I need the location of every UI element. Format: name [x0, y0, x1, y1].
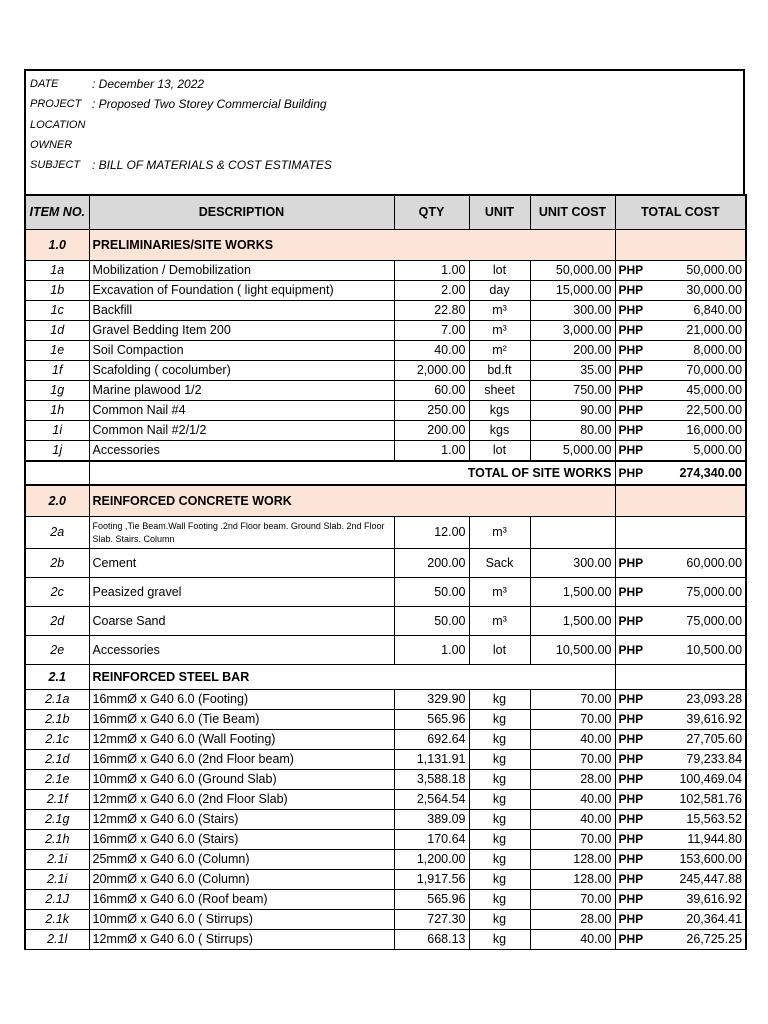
table-row — [25, 361, 746, 381]
item-no: 2.1a — [25, 690, 89, 710]
col-qty: QTY — [394, 195, 469, 230]
item-qty: 1,917.56 — [394, 870, 469, 890]
item-unit: kg — [469, 690, 530, 710]
table-row — [25, 607, 746, 636]
table-row — [25, 321, 746, 341]
item-total-cost: 27,705.60 — [653, 730, 746, 750]
item-description: 25mmØ x G40 6.0 (Column) — [89, 850, 394, 870]
item-total-cost: 153,600.00 — [653, 850, 746, 870]
item-no: 1h — [25, 401, 89, 421]
item-unit-cost: 40.00 — [530, 810, 615, 830]
item-unit: kg — [469, 770, 530, 790]
item-description: 12mmØ x G40 6.0 ( Stirrups) — [89, 930, 394, 950]
item-no: 2.1J — [25, 890, 89, 910]
item-description: 16mmØ x G40 6.0 (Footing) — [89, 690, 394, 710]
item-unit-cost: 10,500.00 — [530, 636, 615, 665]
item-unit: kg — [469, 790, 530, 810]
item-total-cost: 70,000.00 — [653, 361, 746, 381]
item-total-cost: 100,469.04 — [653, 770, 746, 790]
item-description: Accessories — [89, 441, 394, 462]
item-unit-cost: 70.00 — [530, 890, 615, 910]
table-row — [25, 890, 746, 910]
item-unit-cost: 300.00 — [530, 549, 615, 578]
item-unit: sheet — [469, 381, 530, 401]
item-total-cost: 5,000.00 — [653, 441, 746, 462]
item-qty: 1,200.00 — [394, 850, 469, 870]
subtotal-blank-item — [25, 461, 89, 485]
item-currency: PHP — [615, 401, 653, 421]
item-unit-cost: 35.00 — [530, 361, 615, 381]
item-total-cost: 75,000.00 — [653, 578, 746, 607]
col-unit-cost: UNIT COST — [530, 195, 615, 230]
subject-label: SUBJECT — [30, 159, 81, 171]
item-no: 2c — [25, 578, 89, 607]
item-unit: day — [469, 281, 530, 301]
item-qty: 250.00 — [394, 401, 469, 421]
col-description: DESCRIPTION — [89, 195, 394, 230]
item-unit-cost: 300.00 — [530, 301, 615, 321]
section-title: REINFORCED CONCRETE WORK — [89, 485, 615, 517]
item-currency: PHP — [615, 790, 653, 810]
item-total-cost: 20,364.41 — [653, 910, 746, 930]
item-unit-cost: 5,000.00 — [530, 441, 615, 462]
item-qty: 40.00 — [394, 341, 469, 361]
item-total-cost: 245,447.88 — [653, 870, 746, 890]
table-row — [25, 421, 746, 441]
item-unit-cost: 80.00 — [530, 421, 615, 441]
item-description: Backfill — [89, 301, 394, 321]
item-unit-cost: 28.00 — [530, 770, 615, 790]
item-unit-cost: 1,500.00 — [530, 607, 615, 636]
item-qty: 60.00 — [394, 381, 469, 401]
item-total-cost: 39,616.92 — [653, 890, 746, 910]
item-currency: PHP — [615, 636, 653, 665]
item-currency: PHP — [615, 578, 653, 607]
item-total-cost — [653, 517, 746, 549]
item-unit-cost: 3,000.00 — [530, 321, 615, 341]
item-total-cost: 30,000.00 — [653, 281, 746, 301]
table-row — [25, 710, 746, 730]
item-unit-cost: 15,000.00 — [530, 281, 615, 301]
item-description: 16mmØ x G40 6.0 (Roof beam) — [89, 890, 394, 910]
item-currency: PHP — [615, 710, 653, 730]
item-currency: PHP — [615, 421, 653, 441]
item-no: 2.1e — [25, 770, 89, 790]
item-description: 16mmØ x G40 6.0 (Tie Beam) — [89, 710, 394, 730]
section-number: 1.0 — [25, 230, 89, 261]
item-no: 2.1f — [25, 790, 89, 810]
item-qty: 22.80 — [394, 301, 469, 321]
item-currency: PHP — [615, 690, 653, 710]
item-unit-cost: 40.00 — [530, 930, 615, 950]
item-qty: 50.00 — [394, 578, 469, 607]
item-currency: PHP — [615, 321, 653, 341]
date-label: DATE — [30, 78, 59, 90]
table-row — [25, 910, 746, 930]
item-no: 1e — [25, 341, 89, 361]
table-row — [25, 381, 746, 401]
item-no: 2.1k — [25, 910, 89, 930]
item-qty: 329.90 — [394, 690, 469, 710]
section-number: 2.0 — [25, 485, 89, 517]
item-no: 1a — [25, 261, 89, 281]
item-qty: 50.00 — [394, 607, 469, 636]
item-no: 2.1i — [25, 870, 89, 890]
item-total-cost: 102,581.76 — [653, 790, 746, 810]
item-unit-cost: 90.00 — [530, 401, 615, 421]
item-description: Gravel Bedding Item 200 — [89, 321, 394, 341]
item-currency: PHP — [615, 850, 653, 870]
table-row — [25, 517, 746, 549]
item-qty: 692.64 — [394, 730, 469, 750]
item-qty: 12.00 — [394, 517, 469, 549]
item-currency — [615, 517, 653, 549]
item-unit-cost: 70.00 — [530, 750, 615, 770]
materials-table — [24, 194, 747, 950]
item-total-cost: 6,840.00 — [653, 301, 746, 321]
subtotal-row — [25, 461, 746, 485]
table-row — [25, 730, 746, 750]
item-unit-cost: 750.00 — [530, 381, 615, 401]
item-description: Cement — [89, 549, 394, 578]
item-unit: kg — [469, 730, 530, 750]
item-unit-cost: 1,500.00 — [530, 578, 615, 607]
item-unit-cost: 200.00 — [530, 341, 615, 361]
materials-table-body — [25, 195, 746, 950]
subtotal-label: TOTAL OF SITE WORKS — [89, 461, 615, 485]
item-description: Accessories — [89, 636, 394, 665]
item-no: 2e — [25, 636, 89, 665]
table-row — [25, 549, 746, 578]
item-unit: lot — [469, 441, 530, 462]
item-description: 12mmØ x G40 6.0 (Wall Footing) — [89, 730, 394, 750]
item-no: 2.1h — [25, 830, 89, 850]
item-total-cost: 50,000.00 — [653, 261, 746, 281]
item-unit: lot — [469, 261, 530, 281]
item-description: 16mmØ x G40 6.0 (Stairs) — [89, 830, 394, 850]
item-unit-cost: 70.00 — [530, 710, 615, 730]
item-no: 1d — [25, 321, 89, 341]
item-unit: kg — [469, 910, 530, 930]
item-qty: 1,131.91 — [394, 750, 469, 770]
item-unit: kg — [469, 750, 530, 770]
item-unit-cost: 28.00 — [530, 910, 615, 930]
item-total-cost: 45,000.00 — [653, 381, 746, 401]
item-currency: PHP — [615, 607, 653, 636]
item-currency: PHP — [615, 261, 653, 281]
item-unit-cost — [530, 517, 615, 549]
item-qty: 565.96 — [394, 890, 469, 910]
subject-value: : BILL OF MATERIALS & COST ESTIMATES — [92, 158, 332, 172]
table-row — [25, 301, 746, 321]
table-row — [25, 636, 746, 665]
item-no: 1i — [25, 421, 89, 441]
item-description: 10mmØ x G40 6.0 ( Stirrups) — [89, 910, 394, 930]
item-qty: 2,564.54 — [394, 790, 469, 810]
owner-label: OWNER — [30, 139, 73, 151]
location-label: LOCATION — [30, 119, 86, 131]
item-unit: m³ — [469, 607, 530, 636]
item-total-cost: 11,944.80 — [653, 830, 746, 850]
table-row — [25, 401, 746, 421]
item-total-cost: 8,000.00 — [653, 341, 746, 361]
item-no: 2.1l — [25, 930, 89, 950]
subtotal-currency: PHP — [615, 461, 653, 485]
item-qty: 170.64 — [394, 830, 469, 850]
item-unit-cost: 70.00 — [530, 830, 615, 850]
project-value: : Proposed Two Storey Commercial Building — [92, 97, 327, 111]
col-total-cost: TOTAL COST — [615, 195, 746, 230]
item-unit-cost: 50,000.00 — [530, 261, 615, 281]
subsection-header-row — [25, 665, 746, 690]
item-no: 2.1g — [25, 810, 89, 830]
item-currency: PHP — [615, 281, 653, 301]
table-row — [25, 830, 746, 850]
item-total-cost: 10,500.00 — [653, 636, 746, 665]
table-row — [25, 850, 746, 870]
section-title: PRELIMINARIES/SITE WORKS — [89, 230, 615, 261]
item-description: Footing ,Tie Beam.Wall Footing .2nd Floor beam. Ground Slab. 2nd Floor Slab. Stairs. Column — [89, 517, 394, 549]
bill-of-materials-sheet — [24, 69, 745, 950]
item-no: 2a — [25, 517, 89, 549]
item-no: 1g — [25, 381, 89, 401]
item-qty: 389.09 — [394, 810, 469, 830]
item-unit: m³ — [469, 517, 530, 549]
item-unit: m² — [469, 341, 530, 361]
item-no: 1b — [25, 281, 89, 301]
item-total-cost: 26,725.25 — [653, 930, 746, 950]
section-header-row — [25, 230, 746, 261]
item-total-cost: 79,233.84 — [653, 750, 746, 770]
table-row — [25, 261, 746, 281]
item-unit: kg — [469, 930, 530, 950]
table-row — [25, 690, 746, 710]
item-qty: 3,588.18 — [394, 770, 469, 790]
table-row — [25, 810, 746, 830]
item-unit: m³ — [469, 321, 530, 341]
item-total-cost: 60,000.00 — [653, 549, 746, 578]
subsection-total-blank — [615, 665, 746, 690]
item-description: 12mmØ x G40 6.0 (2nd Floor Slab) — [89, 790, 394, 810]
subsection-number: 2.1 — [25, 665, 89, 690]
item-no: 2.1d — [25, 750, 89, 770]
subsection-title: REINFORCED STEEL BAR — [89, 665, 615, 690]
item-no: 2.1i — [25, 850, 89, 870]
item-description: Coarse Sand — [89, 607, 394, 636]
item-no: 2.1b — [25, 710, 89, 730]
item-total-cost: 22,500.00 — [653, 401, 746, 421]
item-qty: 2.00 — [394, 281, 469, 301]
item-total-cost: 39,616.92 — [653, 710, 746, 730]
item-description: Peasized gravel — [89, 578, 394, 607]
item-no: 1f — [25, 361, 89, 381]
item-unit: kg — [469, 850, 530, 870]
item-no: 1j — [25, 441, 89, 462]
item-unit-cost: 40.00 — [530, 790, 615, 810]
item-unit: kgs — [469, 421, 530, 441]
item-currency: PHP — [615, 830, 653, 850]
item-unit: lot — [469, 636, 530, 665]
table-row — [25, 441, 746, 462]
item-no: 2b — [25, 549, 89, 578]
item-unit-cost: 40.00 — [530, 730, 615, 750]
item-total-cost: 21,000.00 — [653, 321, 746, 341]
item-total-cost: 16,000.00 — [653, 421, 746, 441]
item-no: 2.1c — [25, 730, 89, 750]
item-description: Common Nail #4 — [89, 401, 394, 421]
item-qty: 200.00 — [394, 421, 469, 441]
table-row — [25, 341, 746, 361]
date-value: : December 13, 2022 — [92, 77, 205, 91]
item-description: Scafolding ( cocolumber) — [89, 361, 394, 381]
item-currency: PHP — [615, 341, 653, 361]
col-item-no: ITEM NO. — [25, 195, 89, 230]
item-description: Excavation of Foundation ( light equipment) — [89, 281, 394, 301]
table-row — [25, 750, 746, 770]
item-currency: PHP — [615, 381, 653, 401]
item-description: 20mmØ x G40 6.0 (Column) — [89, 870, 394, 890]
item-description: 10mmØ x G40 6.0 (Ground Slab) — [89, 770, 394, 790]
table-row — [25, 870, 746, 890]
table-row — [25, 930, 746, 950]
subtotal-value: 274,340.00 — [653, 461, 746, 485]
item-unit: kg — [469, 810, 530, 830]
item-currency: PHP — [615, 910, 653, 930]
item-unit: m³ — [469, 578, 530, 607]
item-currency: PHP — [615, 301, 653, 321]
item-qty: 7.00 — [394, 321, 469, 341]
section-total-blank — [615, 485, 746, 517]
item-unit: kg — [469, 710, 530, 730]
item-unit: kg — [469, 870, 530, 890]
col-unit: UNIT — [469, 195, 530, 230]
table-row — [25, 281, 746, 301]
item-currency: PHP — [615, 361, 653, 381]
column-header-row — [25, 195, 746, 230]
item-description: Soil Compaction — [89, 341, 394, 361]
item-currency: PHP — [615, 930, 653, 950]
item-currency: PHP — [615, 750, 653, 770]
item-total-cost: 15,563.52 — [653, 810, 746, 830]
item-total-cost: 23,093.28 — [653, 690, 746, 710]
item-currency: PHP — [615, 870, 653, 890]
item-unit-cost: 128.00 — [530, 870, 615, 890]
item-no: 2d — [25, 607, 89, 636]
item-currency: PHP — [615, 890, 653, 910]
item-description: 16mmØ x G40 6.0 (2nd Floor beam) — [89, 750, 394, 770]
item-currency: PHP — [615, 770, 653, 790]
item-unit: bd.ft — [469, 361, 530, 381]
item-description: Mobilization / Demobilization — [89, 261, 394, 281]
item-unit-cost: 128.00 — [530, 850, 615, 870]
item-no: 1c — [25, 301, 89, 321]
item-qty: 565.96 — [394, 710, 469, 730]
item-qty: 1.00 — [394, 261, 469, 281]
item-qty: 1.00 — [394, 441, 469, 462]
item-currency: PHP — [615, 810, 653, 830]
section-header-row — [25, 485, 746, 517]
item-currency: PHP — [615, 549, 653, 578]
item-unit: kg — [469, 890, 530, 910]
item-unit: Sack — [469, 549, 530, 578]
item-qty: 1.00 — [394, 636, 469, 665]
item-unit-cost: 70.00 — [530, 690, 615, 710]
document-header — [24, 69, 745, 194]
item-description: 12mmØ x G40 6.0 (Stairs) — [89, 810, 394, 830]
section-total-blank — [615, 230, 746, 261]
item-unit: m³ — [469, 301, 530, 321]
item-description: Common Nail #2/1/2 — [89, 421, 394, 441]
item-currency: PHP — [615, 730, 653, 750]
item-qty: 200.00 — [394, 549, 469, 578]
item-unit: kg — [469, 830, 530, 850]
item-qty: 668.13 — [394, 930, 469, 950]
item-qty: 2,000.00 — [394, 361, 469, 381]
item-total-cost: 75,000.00 — [653, 607, 746, 636]
item-qty: 727.30 — [394, 910, 469, 930]
table-row — [25, 790, 746, 810]
item-unit: kgs — [469, 401, 530, 421]
item-currency: PHP — [615, 441, 653, 462]
project-label: PROJECT — [30, 98, 82, 110]
table-row — [25, 770, 746, 790]
table-row — [25, 578, 746, 607]
item-description: Marine plawood 1/2 — [89, 381, 394, 401]
